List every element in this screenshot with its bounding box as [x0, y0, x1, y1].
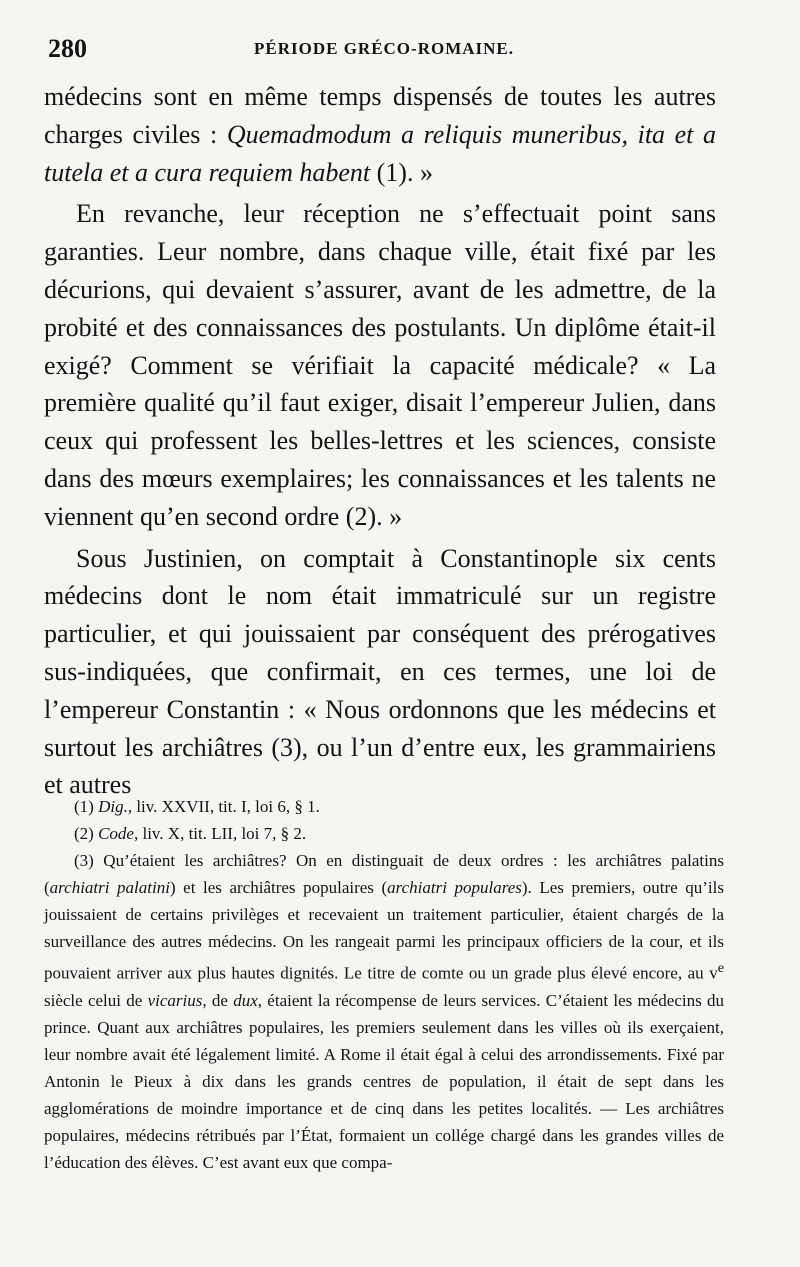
- p1-text-b: (1). »: [370, 157, 433, 187]
- footnote-3-text-d: siècle celui de: [44, 990, 148, 1010]
- paragraph-2: En revanche, leur réception ne s’effectuait point sans garanties. Leur nombre, dans chaque ville, était fixé par les décurions, qui devaient s’assurer, avant de les admettre, de la probité et des connaissances des postulants. Un diplôme était-il exigé? Comment se vérifiait la capacité médicale? « La première qualité qu’il faut exiger, disait l’empereur Julien, dans ceux qui professent les belles-lettres et les sciences, consiste dans des mœurs exemplaires; les connaissances et les talents ne viennent qu’en second ordre (2). »: [44, 199, 716, 531]
- footnote-1: [44, 793, 724, 820]
- footnotes: [44, 793, 724, 1176]
- main-text: [44, 78, 716, 804]
- footnote-3-text-a: (3) Qu’étaient les archiâtres? On en distinguait de deux ordres : les archiâtres palatins (: [44, 851, 724, 897]
- footnote-3-superscript: e: [717, 960, 724, 976]
- page-header: [44, 30, 724, 70]
- p1-text-a: médecins sont en même temps dispensés de toutes les autres charges civiles :: [44, 82, 716, 149]
- footnote-2: [44, 820, 724, 847]
- footnote-3-italic-1: archiatri palatini: [49, 878, 170, 897]
- paragraph-3: Sous Justinien, on comptait à Constantinople six cents médecins dont le nom était immatriculé sur un registre particulier, et qui jouissaient par conséquent des prérogatives sus-indiquées, que confirmait, en ces termes, une loi de l’empereur Constantin : « Nous ordonnons que les médecins et surtout les archiâtres (3), ou l’un d’entre eux, les grammairiens et autres: [44, 543, 716, 800]
- p1-latin-quote: Quemadmodum a reliquis muneribus, ita et a tutela et a cura requiem habent: [44, 119, 716, 187]
- footnote-3-italic-2: archiatri populares: [387, 878, 522, 897]
- footnote-1-source: Dig.: [98, 797, 128, 816]
- page-number: 280: [48, 34, 87, 63]
- footnote-1-number: (1): [74, 797, 99, 816]
- footnote-3-italic-3: vicarius: [147, 990, 203, 1010]
- footnote-3-text-e: , de: [202, 990, 234, 1010]
- paragraph-1: [44, 78, 716, 191]
- running-title: PÉRIODE GRÉCO-ROMAINE.: [253, 39, 514, 58]
- footnote-3-text-b: ) et les archiâtres populaires (: [169, 878, 388, 897]
- footnote-2-reference: , liv. X, tit. LII, loi 7, § 2.: [133, 824, 307, 843]
- footnote-3-text-f: , étaient la récompense de leurs services. C’étaient les médecins du prince. Quant aux archiâtres populaires, les premiers seulement dans les villes où ils exerçaient, leur nombre avait été légalement limité. A Rome il était égal à celui des arrondissements. Fixé par Antonin le Pieux à dix dans les grands centres de population, il était de sept dans les agglomérations de moindre importance et de cinq dans les petites localités. — Les archiâtres populaires, médecins rétribués par l’État, formaient un collége chargé dans les grandes villes de l’éducation des élèves. C’est avant eux que compa-: [44, 990, 724, 1172]
- footnote-1-reference: , liv. XXVII, tit. I, loi 6, § 1.: [127, 797, 320, 816]
- footnote-2-source: Code: [98, 824, 134, 843]
- footnote-2-number: (2): [74, 824, 99, 843]
- footnote-3: [44, 847, 724, 1176]
- footnote-3-text-c: ). Les premiers, outre qu’ils jouissaient de certains privilèges et recevaient un traitement particulier, étaient chargés de la surveillance des autres médecins. On les rangeait parmi les principaux officiers de la cour, et ils pouvaient arriver aux plus hautes dignités. Le titre de comte ou un grade plus élevé encore, au v: [44, 878, 724, 983]
- footnote-3-italic-4: dux: [233, 990, 258, 1010]
